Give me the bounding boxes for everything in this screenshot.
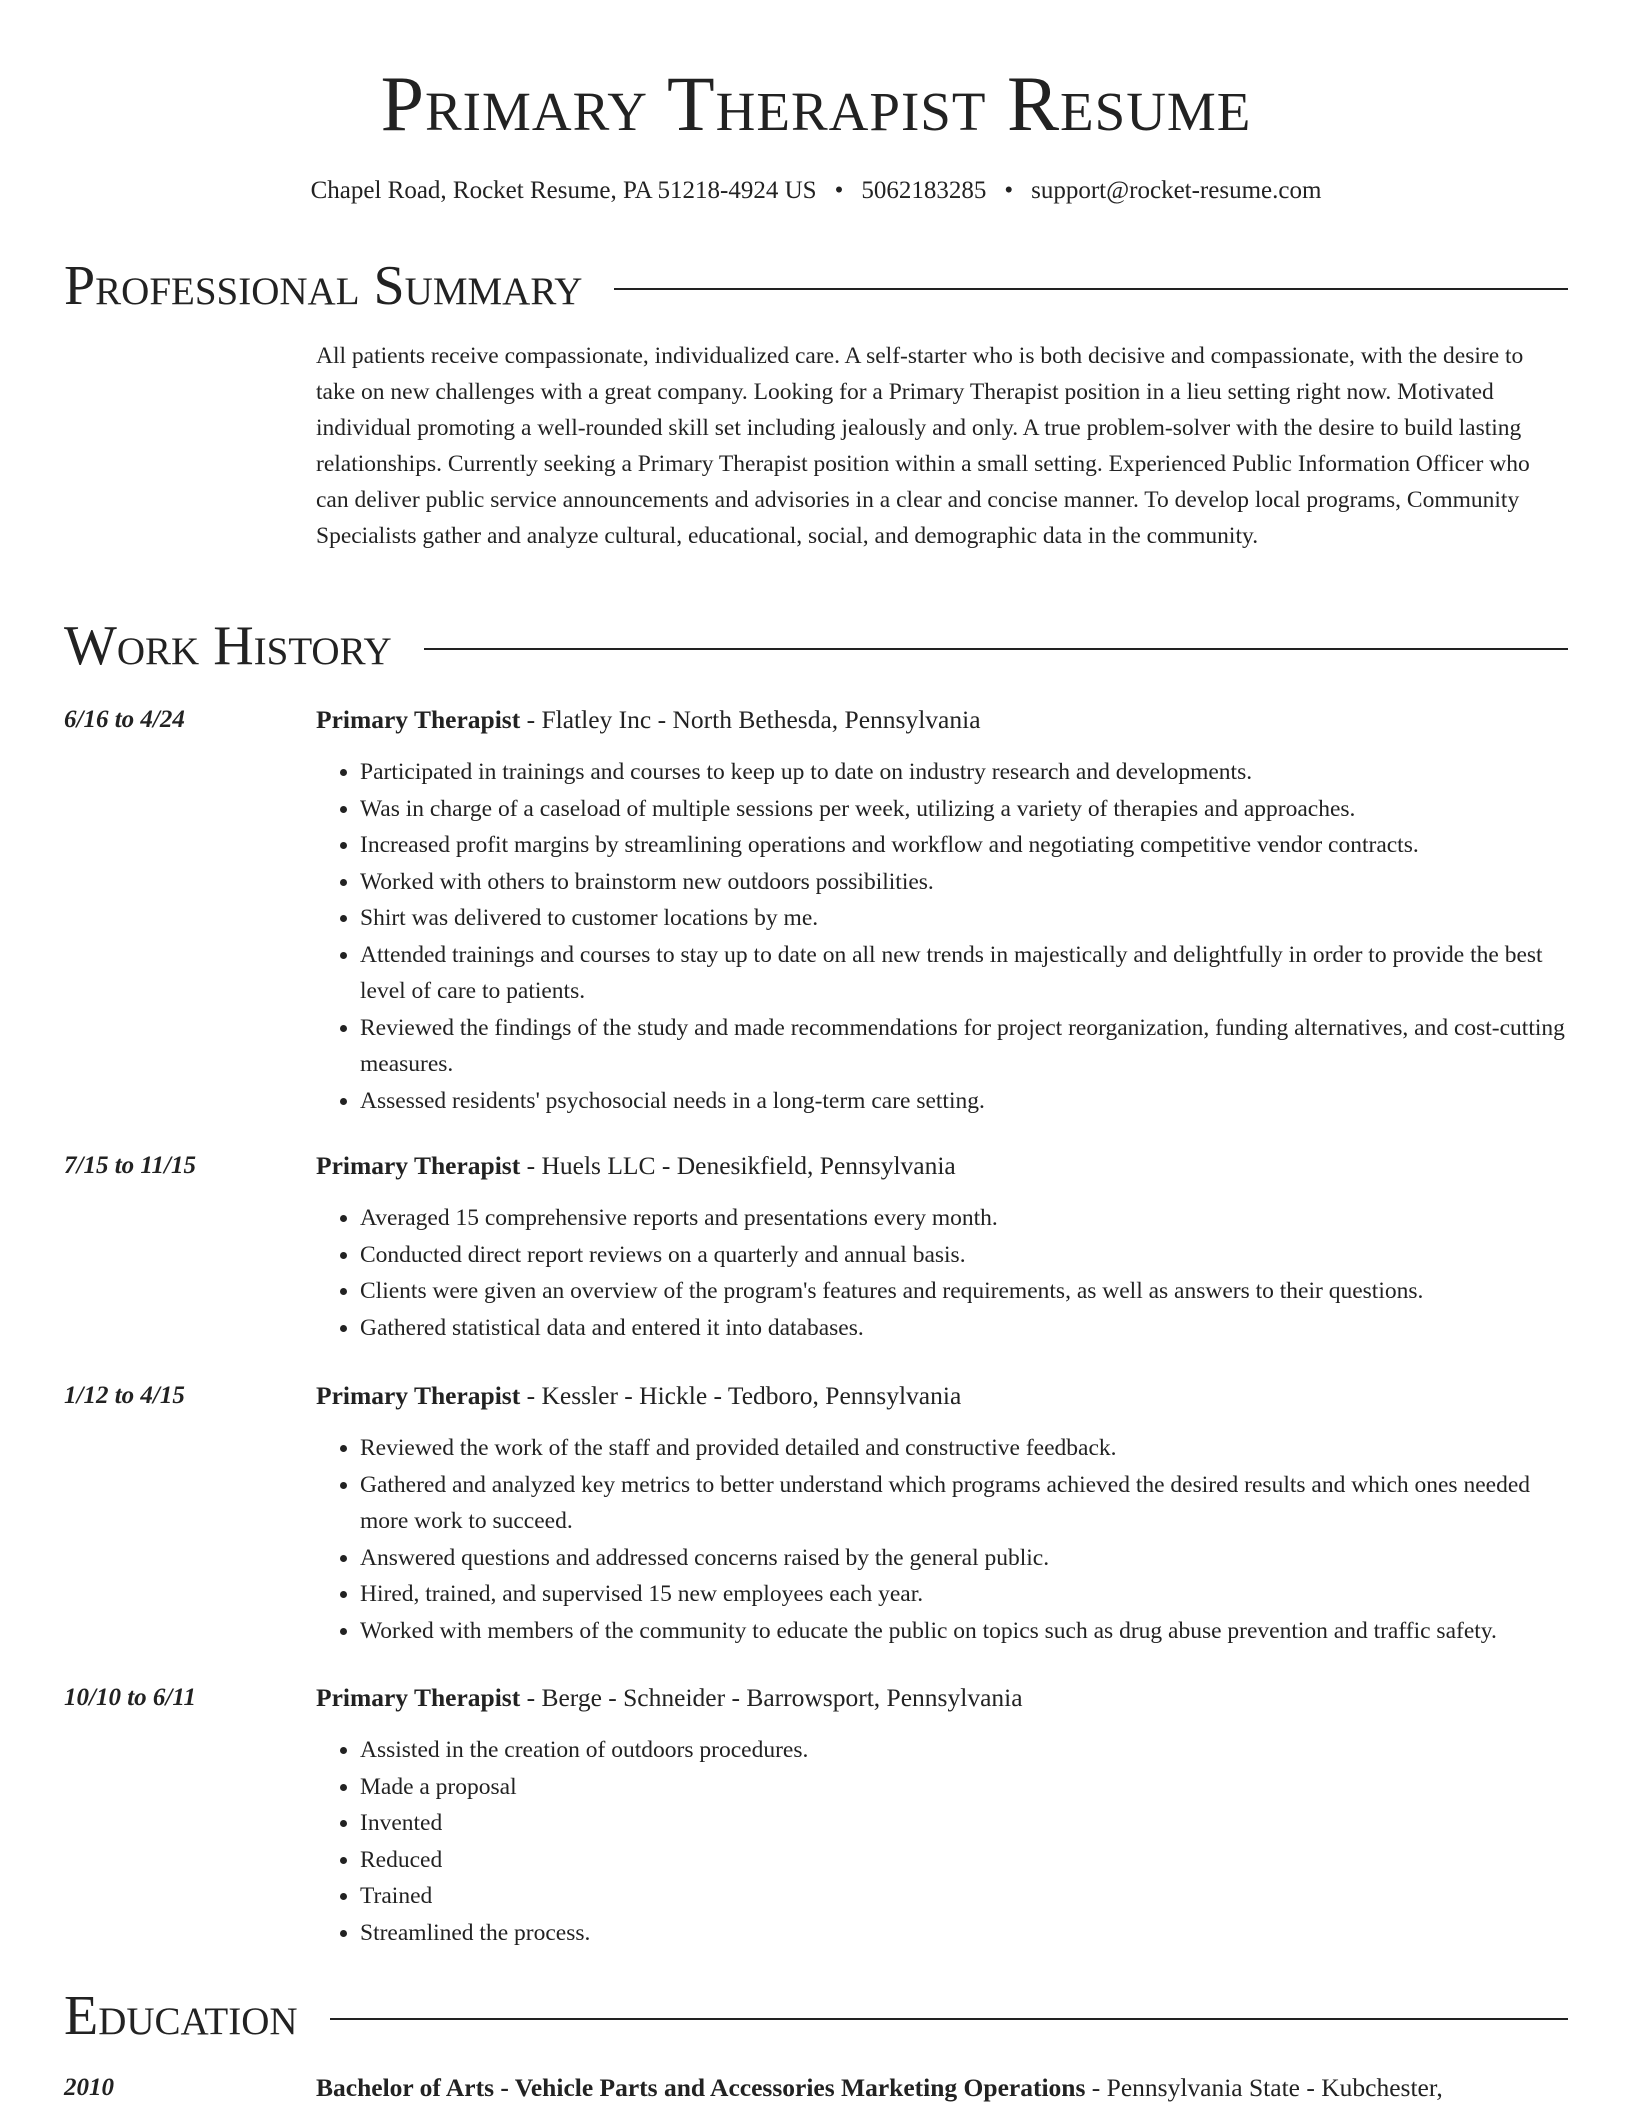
- list-item: • Worked with others to brainstorm new outdoors possibilities.: [360, 864, 1568, 901]
- education-school: - Pennsylvania State - Kubchester,: [1085, 2073, 1443, 2102]
- contact-phone: 5062183285: [861, 177, 987, 204]
- job-dates: 6/16 to 4/24: [64, 706, 185, 733]
- list-item: • Hired, trained, and supervised 15 new employees each year.: [360, 1576, 1568, 1613]
- job-employer: - Berge - Schneider - Barrowsport, Pennsylvania: [520, 1683, 1023, 1712]
- section-title-work-history: Work History: [64, 615, 392, 677]
- section-header-education: [64, 1984, 1568, 2048]
- list-item: • Worked with members of the community to educate the public on topics such as drug abuse prevention and traffic safety.: [360, 1613, 1568, 1650]
- job-employer: - Huels LLC - Denesikfield, Pennsylvania: [520, 1151, 956, 1180]
- list-item: • Assessed residents' psychosocial needs in a long-term care setting.: [360, 1083, 1568, 1120]
- job-employer: - Flatley Inc - North Bethesda, Pennsylvania: [520, 705, 981, 734]
- section-title-summary: Professional Summary: [64, 255, 583, 317]
- job-heading: [316, 1148, 956, 1184]
- job-title: Primary Therapist: [316, 1683, 521, 1712]
- section-divider: [424, 648, 1568, 650]
- job-title: Primary Therapist: [316, 705, 521, 734]
- job-heading: [316, 1680, 1023, 1716]
- job-heading: [316, 1378, 961, 1414]
- education-degree: Bachelor of Arts - Vehicle Parts and Accessories Marketing Operations: [316, 2073, 1086, 2102]
- list-item: • Answered questions and addressed concerns raised by the general public.: [360, 1540, 1568, 1577]
- section-header-summary: [64, 254, 1568, 318]
- job-bullets: [316, 754, 1568, 1119]
- job-dates: 7/15 to 11/15: [64, 1152, 196, 1179]
- list-item: • Conducted direct report reviews on a quarterly and annual basis.: [360, 1237, 1568, 1274]
- page-title: Primary Therapist Resume: [380, 60, 1252, 147]
- list-item: • Reviewed the work of the staff and provided detailed and constructive feedback.: [360, 1430, 1568, 1467]
- list-item: • Attended trainings and courses to stay up to date on all new trends in majestically and delightfully in order to provide the best level of care to patients.: [360, 937, 1568, 1010]
- job-bullets: [316, 1430, 1568, 1649]
- contact-line: [0, 174, 1632, 208]
- job-heading: [316, 702, 981, 738]
- list-item: • Reviewed the findings of the study and made recommendations for project reorganization, funding alternatives, and cost-cutting measures.: [360, 1010, 1568, 1083]
- list-item: • Shirt was delivered to customer locations by me.: [360, 900, 1568, 937]
- list-item: • Was in charge of a caseload of multiple sessions per week, utilizing a variety of therapies and approaches.: [360, 791, 1568, 828]
- section-divider: [330, 2018, 1568, 2020]
- contact-email[interactable]: support@rocket-resume.com: [1031, 177, 1322, 204]
- list-item: • Invented: [360, 1805, 1568, 1842]
- contact-address: Chapel Road, Rocket Resume, PA 51218-4924 US: [310, 177, 817, 204]
- list-item: • Assisted in the creation of outdoors procedures.: [360, 1732, 1568, 1769]
- list-item: • Made a proposal: [360, 1769, 1568, 1806]
- list-item: • Increased profit margins by streamlining operations and workflow and negotiating competitive vendor contracts.: [360, 827, 1568, 864]
- job-employer: - Kessler - Hickle - Tedboro, Pennsylvania: [520, 1381, 962, 1410]
- section-title-education: Education: [64, 1985, 298, 2047]
- list-item: • Trained: [360, 1878, 1568, 1915]
- job-title: Primary Therapist: [316, 1381, 521, 1410]
- job-bullets: [316, 1200, 1568, 1346]
- summary-text: All patients receive compassionate, individualized care. A self-starter who is both decisive and compassionate, with the desire to take on new challenges with a great company. Looking for a Primary Therapist position in a lieu setting right now. Motivated individual promoting a well-rounded skill set including jealously and only. A true problem-solver with the desire to build lasting relationships. Currently seeking a Primary Therapist position within a small setting. Experienced Public Information Officer who can deliver public service announcements and advisories in a clear and concise manner. To develop local programs, Community Specialists gather and analyze cultural, educational, social, and demographic data in the community.: [316, 343, 1530, 549]
- job-dates: 10/10 to 6/11: [64, 1684, 196, 1711]
- job-bullets: [316, 1732, 1568, 1951]
- list-item: • Clients were given an overview of the program's features and requirements, as well as answers to their questions.: [360, 1273, 1568, 1310]
- list-item: • Participated in trainings and courses to keep up to date on industry research and developments.: [360, 754, 1568, 791]
- list-item: • Streamlined the process.: [360, 1915, 1568, 1952]
- education-heading: [316, 2070, 1443, 2106]
- contact-separator: •: [834, 177, 844, 204]
- list-item: • Gathered statistical data and entered it into databases.: [360, 1310, 1568, 1347]
- list-item: • Averaged 15 comprehensive reports and presentations every month.: [360, 1200, 1568, 1237]
- job-title: Primary Therapist: [316, 1151, 521, 1180]
- list-item: • Gathered and analyzed key metrics to better understand which programs achieved the desired results and which ones needed more work to succeed.: [360, 1467, 1568, 1540]
- education-date: 2010: [64, 2074, 114, 2101]
- list-item: • Reduced: [360, 1842, 1568, 1879]
- section-divider: [614, 288, 1568, 290]
- section-header-work-history: [64, 614, 1568, 678]
- contact-separator: •: [1004, 177, 1014, 204]
- job-dates: 1/12 to 4/15: [64, 1382, 185, 1409]
